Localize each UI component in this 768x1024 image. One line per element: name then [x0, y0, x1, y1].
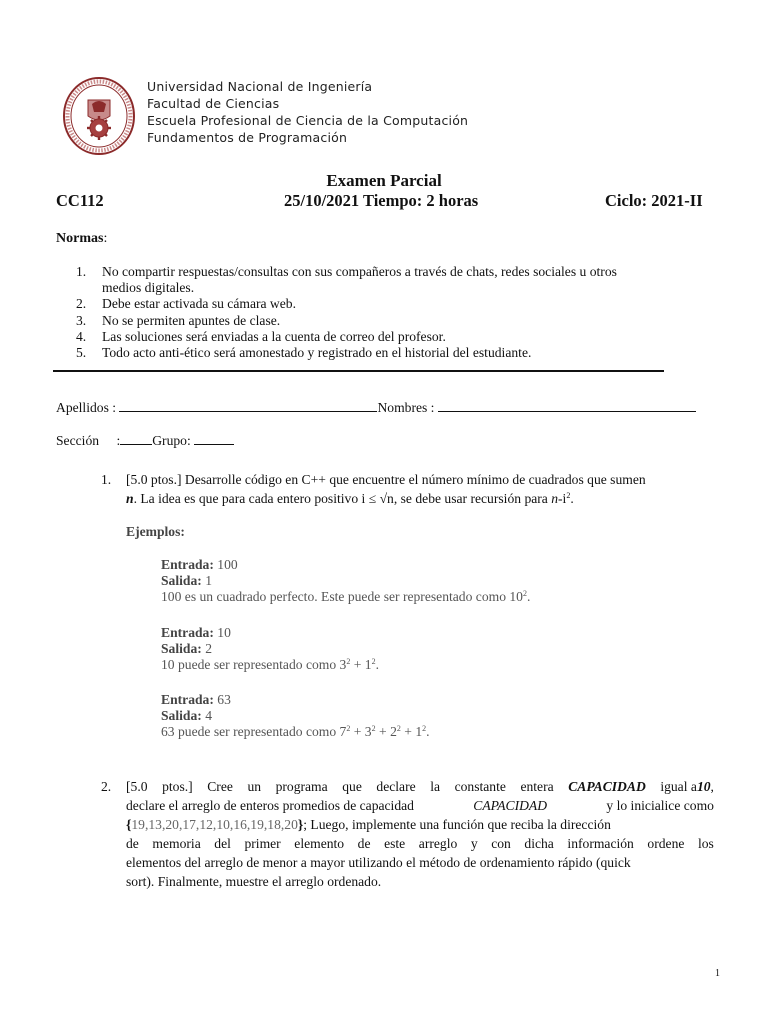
examples-heading: Ejemplos:	[126, 524, 185, 539]
section-label: Sección	[56, 433, 100, 448]
question-2-number: 2.	[101, 779, 112, 794]
surname-blank[interactable]	[119, 400, 377, 412]
question-2-line-5: elementos del arreglo de menor a mayor utilizando el método de ordenamiento rápido (quick	[126, 855, 631, 870]
school-name: Escuela Profesional de Ciencia de la Computación	[147, 113, 469, 128]
rules-heading: Normas:	[56, 231, 108, 246]
course-name: Fundamentos de Programación	[147, 130, 348, 145]
question-1-line-2: n. La idea es que para cada entero positivo i ≤ √n, se debe usar recursión para $n-i^2$.	[126, 491, 574, 506]
section-group-fields: Sección : Grupo:	[56, 433, 234, 449]
university-seal-logo	[62, 76, 136, 156]
faculty-name: Facultad de Ciencias	[147, 96, 280, 111]
question-2-line-1: [5.0 ptos.] Cree un programa que declare la constante entera CAPACIDAD igual a10,	[126, 779, 714, 794]
student-name-fields	[56, 400, 696, 416]
surname-label: Apellidos :	[56, 400, 117, 415]
question-2-line-3: {19,13,20,17,12,10,16,19,18,20}; Luego, implemente una función que reciba la dirección	[126, 817, 611, 832]
rule-item: 3. No se permiten apuntes de clase.	[76, 313, 281, 328]
exam-title: Examen Parcial	[326, 171, 442, 190]
question-2-line-2: declare el arreglo de enteros promedios de capacidad CAPACIDAD y lo inicialice como	[126, 798, 714, 813]
divider	[53, 370, 664, 372]
rule-item: 1. No compartir respuestas/consultas con sus compañeros a través de chats, redes sociales u otros	[76, 264, 617, 279]
array-values: 19,13,20,17,12,10,16,19,18,20	[131, 817, 298, 832]
question-1-line-1: [5.0 ptos.] Desarrolle código en C++ que encuentre el número mínimo de cuadrados que sumen	[126, 472, 646, 487]
group-label: Grupo:	[152, 433, 191, 448]
question-2-line-4: de memoria del primer elemento de este arreglo y con dicha información ordene los	[126, 836, 714, 851]
example-3: Entrada: 63 Salida: 4 63 puede ser representado como $7^2 + 3^2 + 2^2 + 1^2$.	[161, 692, 430, 739]
course-code: CC112	[56, 191, 104, 210]
exam-cycle: Ciclo: 2021-II	[605, 191, 703, 210]
page-number: 1	[715, 968, 720, 979]
section-blank[interactable]	[120, 433, 152, 445]
question-2-line-6: sort). Finalmente, muestre el arreglo ordenado.	[126, 874, 382, 889]
rule-item: 5. Todo acto anti-ético será amonestado y registrado en el historial del estudiante.	[76, 345, 532, 360]
example-1: Entrada: 100 Salida: 1 100 es un cuadrado perfecto. Este puede ser representado como $10^2$.	[161, 557, 531, 604]
exam-date-time: 25/10/2021 Tiempo: 2 horas	[284, 191, 479, 210]
rule-item: 2. Debe estar activada su cámara web.	[76, 296, 296, 311]
group-blank[interactable]	[194, 433, 234, 445]
rule-item-continuation: medios digitales.	[102, 280, 195, 295]
rule-item: 4. Las soluciones será enviadas a la cuenta de correo del profesor.	[76, 329, 446, 344]
names-label: Nombres :	[377, 400, 435, 415]
example-2: Entrada: 10 Salida: 2 10 puede ser representado como $3^2 + 1^2$.	[161, 625, 380, 672]
names-blank[interactable]	[438, 400, 696, 412]
question-1-number: 1.	[101, 472, 112, 487]
university-name: Universidad Nacional de Ingeniería	[147, 79, 373, 94]
